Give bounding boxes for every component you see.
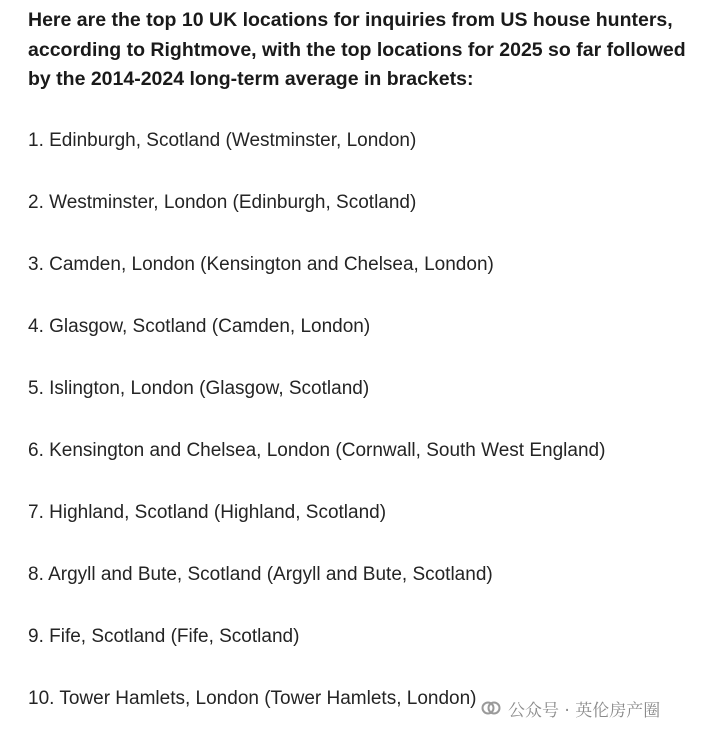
list-item: 10. Tower Hamlets, London (Tower Hamlets, London) — [28, 688, 477, 709]
list-item: 5. Islington, London (Glasgow, Scotland) — [28, 378, 370, 399]
wechat-channel-icon — [480, 697, 502, 719]
list-item: 6. Kensington and Chelsea, London (Cornwall, South West England) — [28, 440, 606, 461]
list-item: 1. Edinburgh, Scotland (Westminster, London) — [28, 130, 417, 151]
article — [28, 6, 698, 95]
watermark — [480, 695, 660, 721]
list-item: 3. Camden, London (Kensington and Chelsea, London) — [28, 254, 494, 275]
list-item: 4. Glasgow, Scotland (Camden, London) — [28, 316, 371, 337]
list-item: 2. Westminster, London (Edinburgh, Scotland) — [28, 192, 417, 213]
list-item: 9. Fife, Scotland (Fife, Scotland) — [28, 626, 300, 647]
watermark-text: 公众号 · 英伦房产圈 — [508, 700, 661, 721]
intro-paragraph: Here are the top 10 UK locations for inquiries from US house hunters, according to Rightmove, with the top locations for 2025 so far followed by the 2014-2024 long-term average in brackets: — [28, 9, 686, 90]
list-item: 8. Argyll and Bute, Scotland (Argyll and Bute, Scotland) — [28, 564, 493, 585]
list-item: 7. Highland, Scotland (Highland, Scotland) — [28, 502, 387, 523]
